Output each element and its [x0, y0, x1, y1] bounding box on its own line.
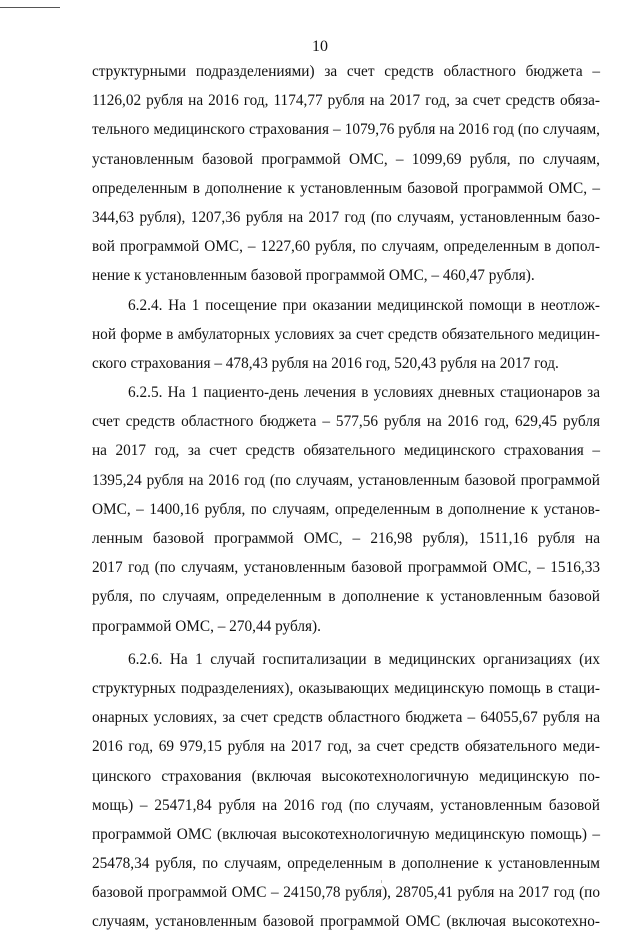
body-text: [92, 57, 600, 937]
text-line: определенным в дополнение к установленным базовой программой ОМС, –: [92, 179, 600, 197]
text-line: ной форме в амбулаторных условиях за счет средств обязательного медицин-: [92, 325, 600, 343]
paragraph-6-2-6: [92, 645, 600, 937]
text-line: программой ОМС, – 270,44 рубля).: [92, 617, 321, 635]
text-line: 6.2.6. На 1 случай госпитализации в медицинских организациях (их: [128, 650, 600, 668]
text-line: 25478,34 рубля, по случаям, определенным в дополнение к установленным: [92, 855, 600, 873]
text-line: структурных подразделениях), оказывающих медицинскую помощь в стаци-: [92, 679, 600, 697]
text-line: ского страхования – 478,43 рубля на 2016 год, 520,43 рубля на 2017 год.: [92, 354, 559, 372]
text-line: 6.2.4. На 1 посещение при оказании медицинской помощи в неотлож-: [128, 296, 600, 314]
paragraph-6-2-5: [92, 378, 600, 641]
text-line: 6.2.5. На 1 пациенто-день лечения в условиях дневных стационаров за: [128, 384, 600, 402]
text-line: 344,63 рубля), 1207,36 рубля на 2017 год (по случаям, установленным базо-: [92, 208, 600, 226]
scan-edge-rule: [0, 7, 60, 8]
text-line: тельного медицинского страхования – 1079,76 рубля на 2016 год (по случаям,: [92, 121, 600, 139]
text-line: случаям, установленным базовой программой ОМС (включая высокотехно-: [92, 913, 600, 931]
text-line: 1395,24 рубля на 2016 год (по случаям, установленным базовой программой: [92, 471, 600, 489]
text-line: программой ОМС (включая высокотехнологичную медицинскую помощь) –: [92, 825, 600, 843]
page-number: 10: [312, 38, 328, 55]
text-line: установленным базовой программой ОМС, – 1099,69 рубля, по случаям,: [92, 150, 600, 168]
text-line: рубля, по случаям, определенным в дополнение к установленным базовой: [92, 588, 600, 606]
text-line: структурными подразделениями) за счет средств областного бюджета –: [92, 63, 600, 80]
text-line: ленным базовой программой ОМС, – 216,98 рубля), 1511,16 рубля на: [92, 530, 600, 547]
text-line: 1126,02 рубля на 2016 год, 1174,77 рубля на 2017 год, за счет средств обяза-: [92, 92, 600, 110]
text-line: ОМС, – 1400,16 рубля, по случаям, определенным в дополнение к установ-: [92, 500, 600, 518]
scan-speck: [381, 880, 382, 883]
text-line: счет средств областного бюджета – 577,56 рубля на 2016 год, 629,45 рубля: [92, 413, 600, 431]
text-line: цинского страхования (включая высокотехнологичную медицинскую по-: [92, 767, 600, 785]
text-line: базовой программой ОМС – 24150,78 рубля), 28705,41 рубля на 2017 год (по: [92, 884, 600, 902]
text-line: 2016 год, 69 979,15 рубля на 2017 год, за счет средств обязательного меди-: [92, 738, 600, 756]
text-line: нение к установленным базовой программой ОМС, – 460,47 рубля).: [92, 267, 535, 285]
text-line: онарных условиях, за счет средств областного бюджета – 64055,67 рубля на: [92, 709, 600, 727]
text-line: вой программой ОМС, – 1227,60 рубля, по случаям, определенным в допол-: [92, 238, 600, 256]
text-line: мощь) – 25471,84 рубля на 2016 год (по случаям, установленным базовой: [92, 796, 600, 814]
paragraph-6-2-4: [92, 291, 600, 379]
text-line: 2017 год (по случаям, установленным базовой программой ОМС, – 1516,33: [92, 559, 600, 577]
paragraph-continuation: [92, 57, 600, 291]
text-line: на 2017 год, за счет средств обязательного медицинского страхования –: [92, 442, 600, 460]
